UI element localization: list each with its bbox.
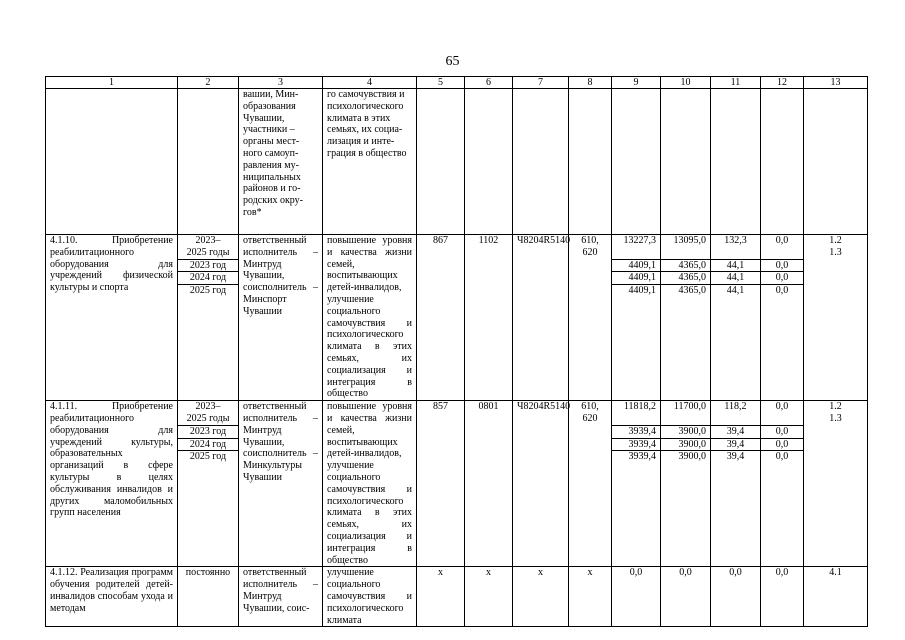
- federal-budget-cell: 0,0: [661, 567, 711, 627]
- total-cell: 0,0: [612, 567, 661, 627]
- total-cell: 13227,3 4409,1 4409,1 4409,1: [612, 235, 661, 401]
- result-cell: повышение уровня и качества жизни семей, воспитывающих детей-инвалидов, улучшение социального самочувствия и психологического климата в этих семьях, их социализация и интеграция в общество: [323, 401, 417, 567]
- other-sources-cell: 0,0: [761, 567, 804, 627]
- indicator-cell: 4.1: [804, 567, 868, 627]
- period-cell: постоянно: [178, 567, 239, 627]
- republican-budget-cell: 118,2 39,4 39,4 39,4: [711, 401, 761, 567]
- executor-cell: ответственный исполнитель – Минтруд Чувашии, соисполнитель – Минспорт Чувашии: [239, 235, 323, 401]
- executor-cell: вашии, Мин- образования Чувашии, участники – органы мест- ного самоуп- равления му- ниципальных районов и го- родских окру- гов*: [239, 89, 323, 235]
- table-row: [46, 567, 868, 627]
- other-sources-cell: 0,0 0,0 0,0 0,0: [761, 235, 804, 401]
- column-header: 3: [239, 77, 323, 89]
- column-header: 4: [323, 77, 417, 89]
- column-header: 1: [46, 77, 178, 89]
- republican-budget-cell: 0,0: [711, 567, 761, 627]
- column-header: 8: [569, 77, 612, 89]
- result-cell: улучшение социального самочувствия и психологического климата: [323, 567, 417, 627]
- column-header: 10: [661, 77, 711, 89]
- expense-type-cell: 610, 620: [569, 235, 612, 401]
- column-header: 2: [178, 77, 239, 89]
- table-row-continued: [46, 89, 868, 235]
- column-header: 7: [513, 77, 569, 89]
- other-sources-cell: 0,0 0,0 0,0 0,0: [761, 401, 804, 567]
- column-header: 11: [711, 77, 761, 89]
- section-cell: 1102: [465, 235, 513, 401]
- table-row: [46, 235, 868, 401]
- target-article-cell: x: [513, 567, 569, 627]
- activity-name-cell: 4.1.10. Приобретение реабилитационного оборудования для учреждений физической культуры и спорта: [46, 235, 178, 401]
- activity-name-cell: 4.1.12. Реализация программ обучения родителей детей-инвалидов способам ухода и методам: [46, 567, 178, 627]
- result-cell: го самочувствия и психологического климата в этих семьях, их социа- лизация и инте- грация в общество: [323, 89, 417, 235]
- column-header: 12: [761, 77, 804, 89]
- column-header: 5: [417, 77, 465, 89]
- column-number-row: [46, 77, 868, 89]
- grbs-cell: x: [417, 567, 465, 627]
- grbs-cell: 857: [417, 401, 465, 567]
- period-cell: 2023– 2025 годы 2023 год 2024 год 2025 год: [178, 401, 239, 567]
- indicator-cell: 1.2 1.3: [804, 235, 868, 401]
- column-header: 6: [465, 77, 513, 89]
- target-article-cell: Ч8204R5140: [513, 401, 569, 567]
- federal-budget-cell: 13095,0 4365,0 4365,0 4365,0: [661, 235, 711, 401]
- expense-type-cell: x: [569, 567, 612, 627]
- table-row: [46, 401, 868, 567]
- target-article-cell: Ч8204R5140: [513, 235, 569, 401]
- period-cell: 2023– 2025 годы 2023 год 2024 год 2025 год: [178, 235, 239, 401]
- republican-budget-cell: 132,3 44,1 44,1 44,1: [711, 235, 761, 401]
- activity-name-cell: 4.1.11. Приобретение реабилитационного оборудования для учреждений культуры, образовательных организаций в сфере культуры в целях обслуживания инвалидов и других маломобильных групп населения: [46, 401, 178, 567]
- expense-type-cell: 610, 620: [569, 401, 612, 567]
- executor-cell: ответственный исполнитель – Минтруд Чувашии, соисполнитель – Минкультуры Чувашии: [239, 401, 323, 567]
- activities-table: [45, 76, 868, 627]
- grbs-cell: 867: [417, 235, 465, 401]
- section-cell: x: [465, 567, 513, 627]
- indicator-cell: 1.2 1.3: [804, 401, 868, 567]
- executor-cell: ответственный исполнитель – Минтруд Чувашии, соис-: [239, 567, 323, 627]
- federal-budget-cell: 11700,0 3900,0 3900,0 3900,0: [661, 401, 711, 567]
- page-number: 65: [445, 54, 460, 69]
- section-cell: 0801: [465, 401, 513, 567]
- result-cell: повышение уровня и качества жизни семей, воспитывающих детей-инвалидов, улучшение социального самочувствия и психологического климата в этих семьях, их социализация и интеграция в общество: [323, 235, 417, 401]
- column-header: 9: [612, 77, 661, 89]
- total-cell: 11818,2 3939,4 3939,4 3939,4: [612, 401, 661, 567]
- column-header: 13: [804, 77, 868, 89]
